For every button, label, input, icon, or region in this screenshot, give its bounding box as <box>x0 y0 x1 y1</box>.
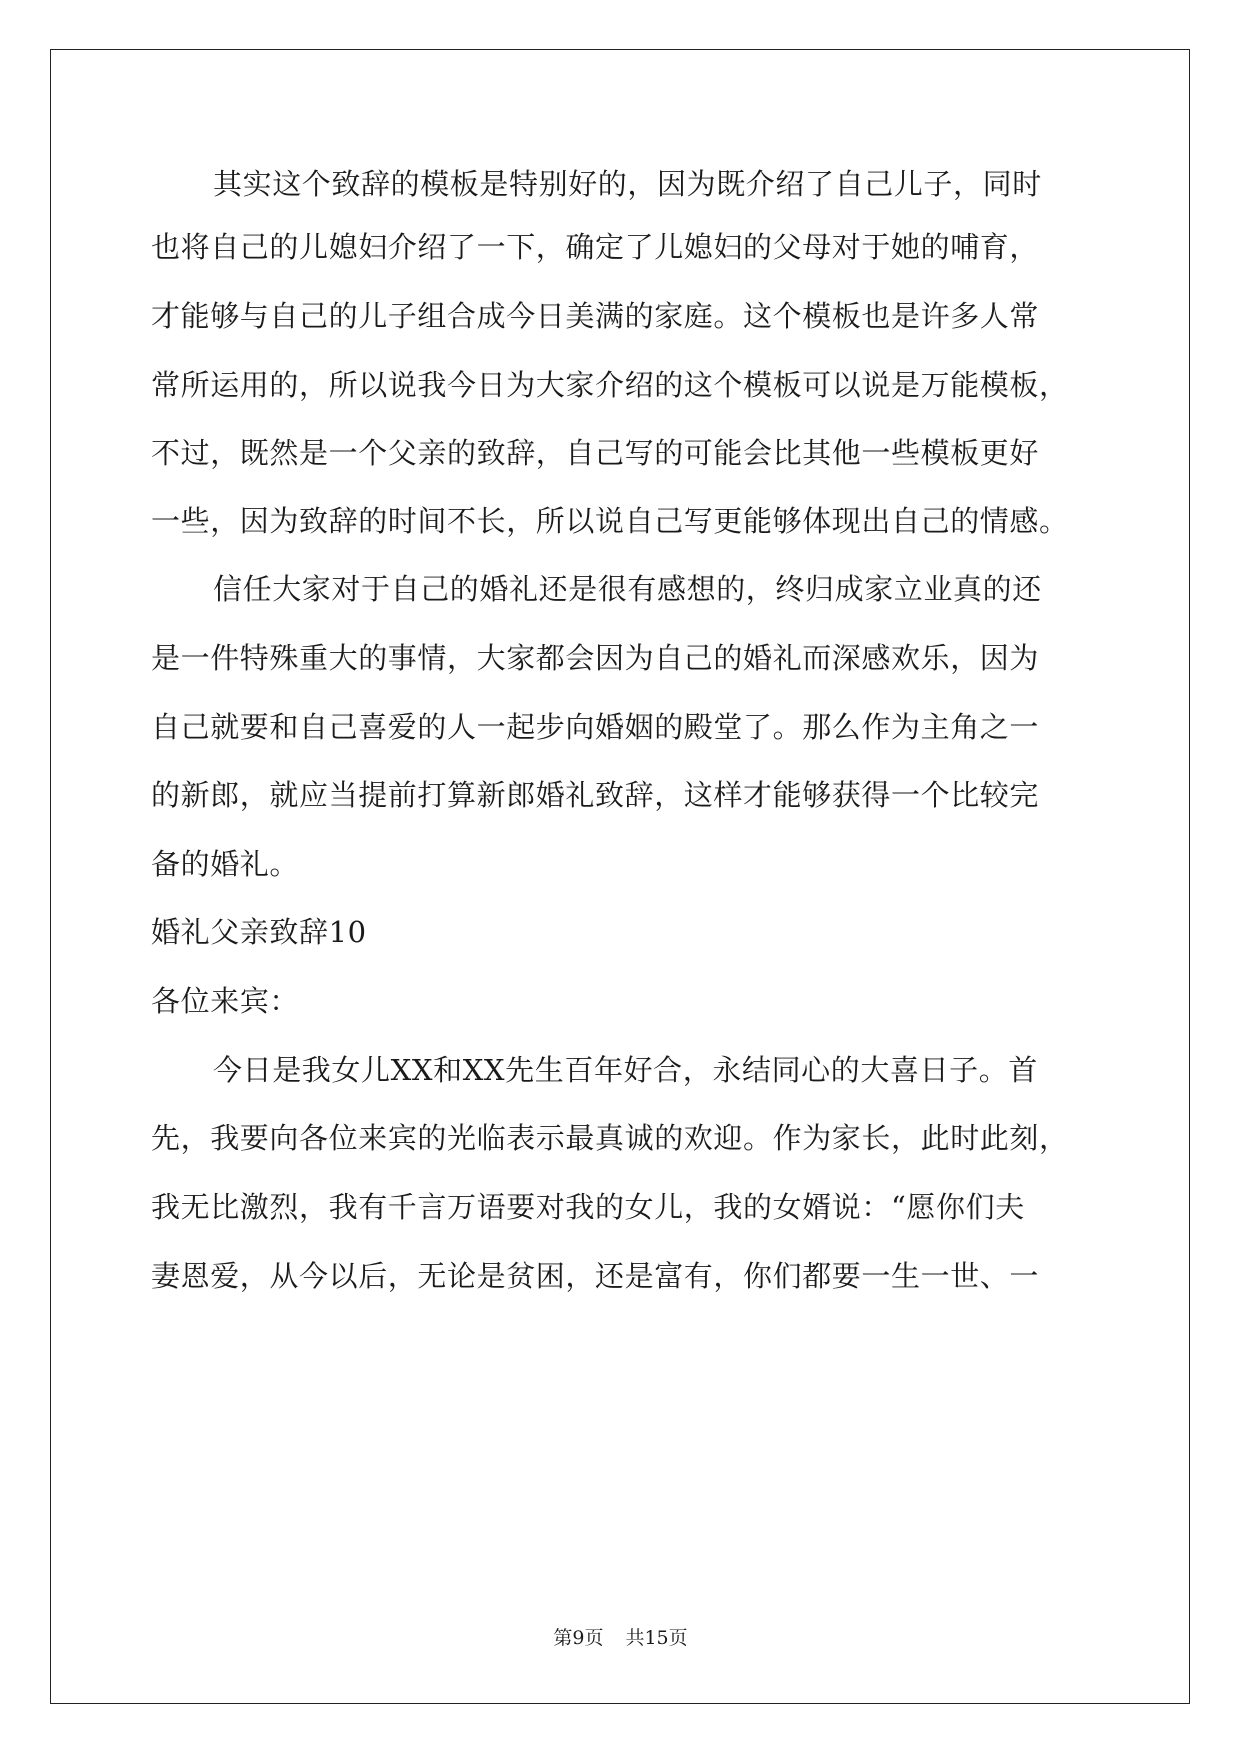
paragraph-line: 是一件特殊重大的事情，大家都会因为自己的婚礼而深感欢乐，因为 <box>151 641 1040 675</box>
paragraph-line: 信任大家对于自己的婚礼还是很有感想的，终归成家立业真的还 <box>213 572 1042 606</box>
salutation: 各位来宾： <box>151 984 300 1018</box>
paragraph-line: 一些，因为致辞的时间不长，所以说自己写更能够体现出自己的情感。 <box>151 504 1069 538</box>
paragraph-line: 的新郎，就应当提前打算新郎婚礼致辞，这样才能够获得一个比较完 <box>151 778 1040 812</box>
page-number: 第9页 <box>553 1627 604 1649</box>
paragraph-line: 自己就要和自己喜爱的人一起步向婚姻的殿堂了。那么作为主角之一 <box>151 710 1040 744</box>
paragraph-line: 妻恩爱，从今以后，无论是贫困，还是富有，你们都要一生一世、一 <box>151 1259 1040 1293</box>
paragraph-line: 不过，既然是一个父亲的致辞，自己写的可能会比其他一些模板更好 <box>151 436 1040 470</box>
paragraph-line: 常所运用的，所以说我今日为大家介绍的这个模板可以说是万能模板， <box>151 368 1069 402</box>
section-heading: 婚礼父亲致辞10 <box>151 915 367 949</box>
paragraph-line: 备的婚礼。 <box>151 847 300 881</box>
paragraph-line: 先，我要向各位来宾的光临表示最真诚的欢迎。作为家长，此时此刻， <box>151 1121 1069 1155</box>
paragraph-line: 我无比激烈，我有千言万语要对我的女儿，我的女婿说：“愿你们夫 <box>151 1190 1025 1224</box>
paragraph-line: 才能够与自己的儿子组合成今日美满的家庭。这个模板也是许多人常 <box>151 299 1040 333</box>
page-total: 共15页 <box>625 1627 688 1649</box>
page-footer <box>0 1625 1241 1651</box>
paragraph-line: 其实这个致辞的模板是特别好的，因为既介绍了自己儿子，同时 <box>213 167 1042 201</box>
paragraph-line: 也将自己的儿媳妇介绍了一下，确定了儿媳妇的父母对于她的哺育， <box>151 230 1040 264</box>
paragraph-line: 今日是我女儿XX和XX先生百年好合，永结同心的大喜日子。首 <box>213 1053 1038 1087</box>
